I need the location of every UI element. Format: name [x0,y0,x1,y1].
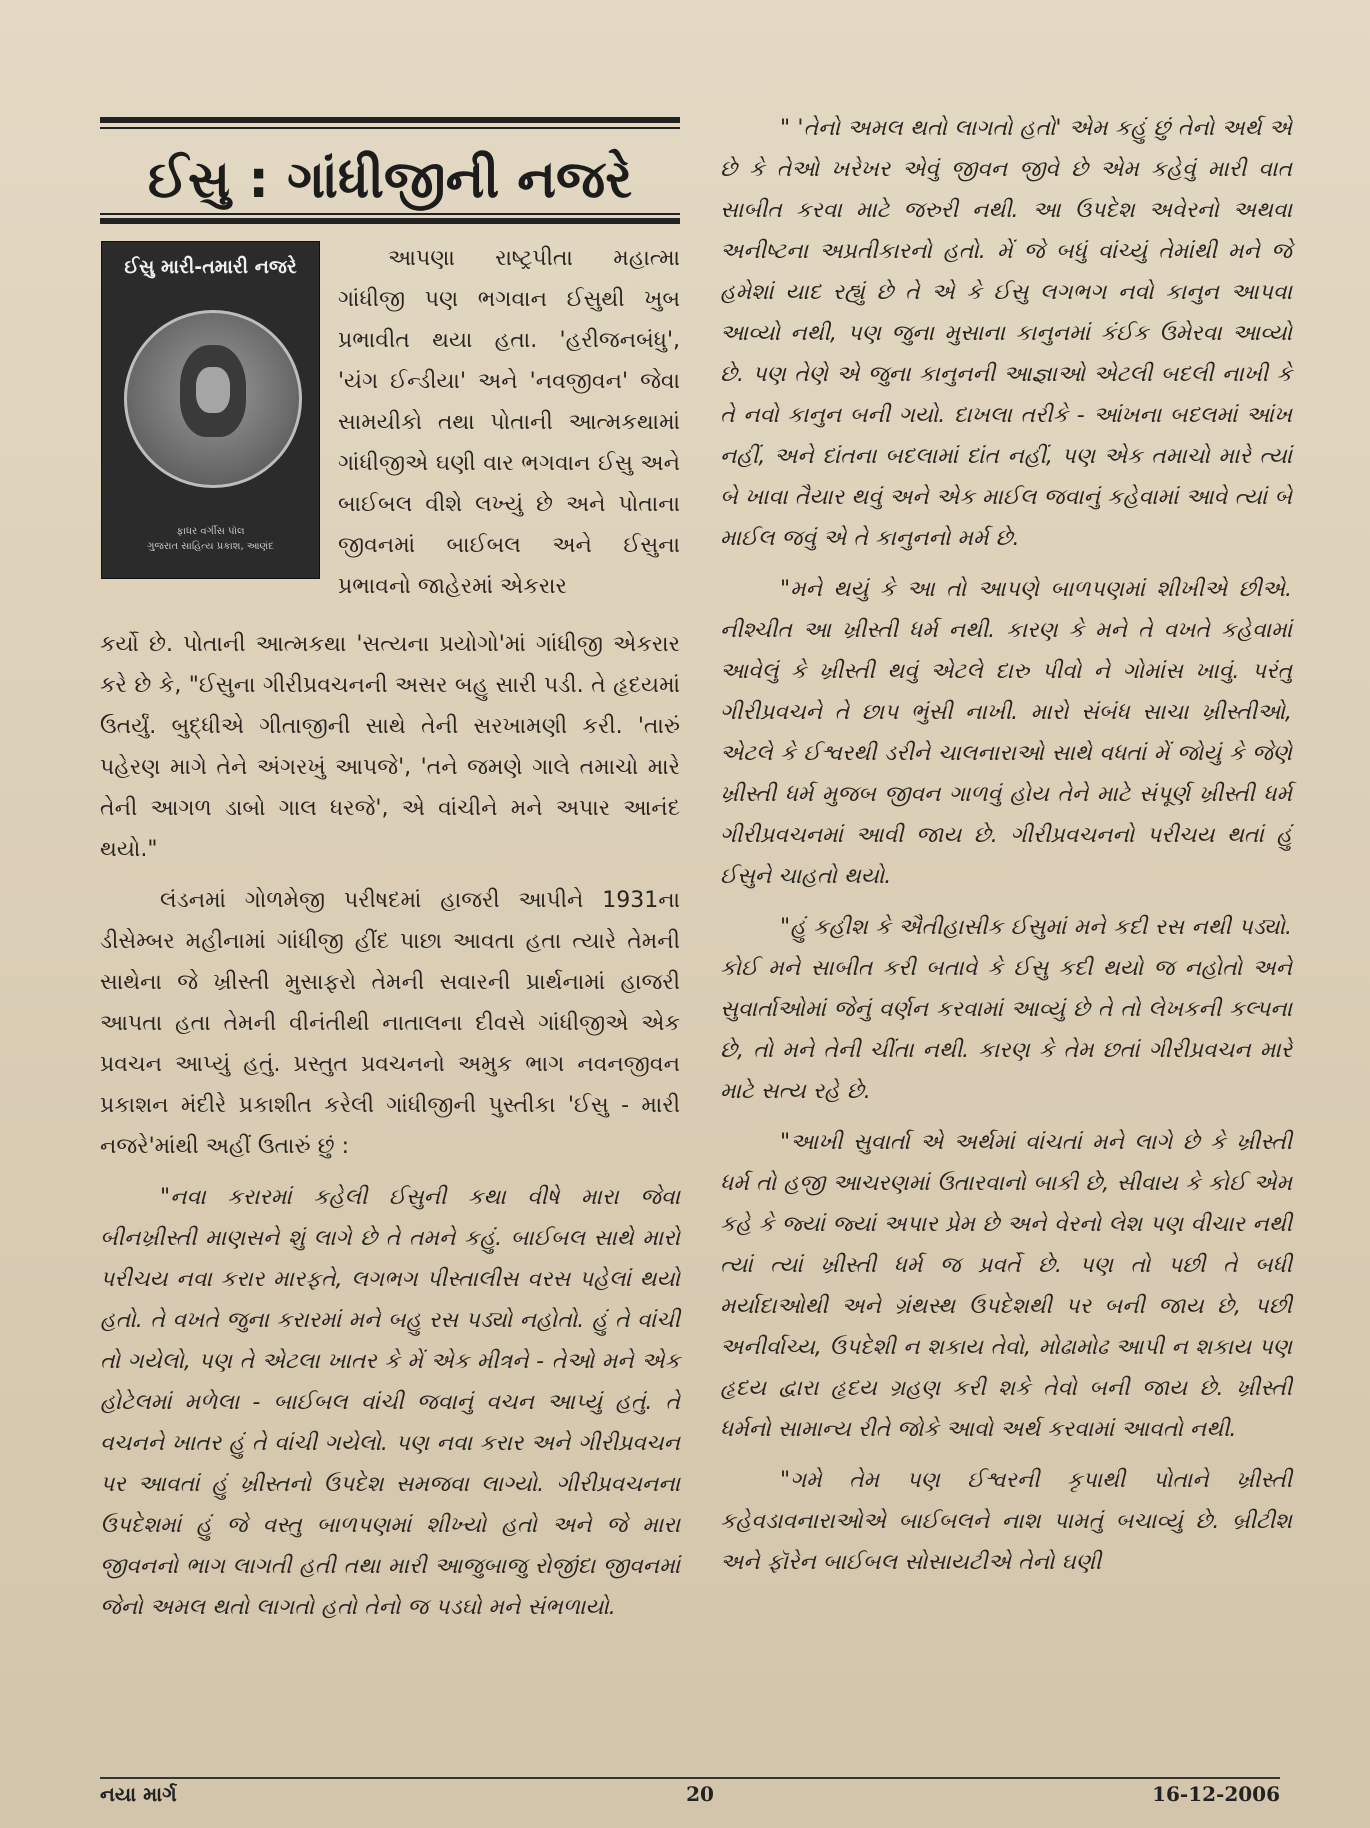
right-paragraph-4: "આખી સુવાર્તા એ અર્થમાં વાંચતાં મને લાગે છે કે ખ્રીસ્તી ધર્મ તો હજી આચરણમાં ઉતારવાનો બાકી છે, સીવાય કે કોઈ એમ કહે કે જ્યાં જ્યાં અપાર પ્રેમ છે અને વેરનો લેશ પણ વીચાર નથી ત્યાં ત્યાં ખ્રીસ્તી ધર્મ જ પ્રવર્તે છે. પણ તો પછી તે બધી મર્યાદાઓથી અને ગ્રંથસ્થ ઉપદેશથી પર બની જાય છે, પછી અનીર્વાચ્ય, ઉપદેશી ન શકાય તેવો, મોઢામોઢ આપી ન શકાય પણ હૃદય દ્વારા હૃદય ગ્રહણ કરી શકે તેવો બની જાય છે. ખ્રીસ્તી ધર્મનો સામાન્ય રીતે જોકે આવો અર્થ કરવામાં આવતો નથી. [720,1130,1292,1442]
book-cover-image [101,241,320,579]
title-bottom-rule [100,218,680,224]
title-top-rule-thin [100,127,680,129]
portrait-medallion [124,310,302,488]
left-paragraph-2: લંડનમાં ગોળમેજી પરીષદમાં હાજરી આપીને 1931ના ડીસેમ્બર મહીનામાં ગાંધીજી હીંદ પાછા આવતા હતા ત્યારે તેમની સાથેના જે ખ્રીસ્તી મુસાફરો તેમની સવારની પ્રાર્થનામાં હાજરી આપતા હતા તેમની વીનંતીથી નાતાલના દીવસે ગાંધીજીએ એક પ્રવચન આપ્યું હતું. પ્રસ્તુત પ્રવચનનો અમુક ભાગ નવનજીવન પ્રકાશન મંદીરે પ્રકાશીત કરેલી ગાંધીજીની પુસ્તીકા 'ઈસુ - મારી નજરે'માંથી અહીં ઉતારું છું : [100,888,680,1159]
intro-continued: કર્યો છે. પોતાની આત્મકથા 'સત્યના પ્રયોગો'માં ગાંધીજી એકરાર કરે છે કે, "ઈસુના ગીરીપ્રવચનની અસર બહુ સારી પડી. તે હૃદયમાં ઉતર્યું. બુદ્ધીએ ગીતાજીની સાથે તેની સરખામણી કરી. 'તારું પહેરણ માગે તેને અંગરખું આપજે', 'તને જમણે ગાલે તમાચો મારે તેની આગળ ડાબો ગાલ ધરજે', એ વાંચીને મને અપાર આનંદ થયો." [100,632,680,862]
right-column-body [720,108,1292,1593]
footer-magazine-name: નયા માર્ગ [100,1782,177,1806]
portrait-hair [180,345,246,437]
title-top-rule [100,117,680,123]
right-paragraph-2: "મને થયું કે આ તો આપણે બાળપણમાં શીખીએ છીએ. નીશ્ચીત આ ખ્રીસ્તી ધર્મ નથી. કારણ કે મને તે વખતે કહેવામાં આવેલું કે ખ્રીસ્તી થવું એટલે દારુ પીવો ને ગોમાંસ ખાવું. પરંતુ ગીરીપ્રવચને તે છાપ ભુંસી નાખી. મારો સંબંધ સાચા ખ્રીસ્તીઓ, એટલે કે ઈશ્વરથી ડરીને ચાલનારાઓ સાથે વધતાં મેં જોયું કે જેણે ખ્રીસ્તી ધર્મ મુજબ જીવન ગાળવું હોય તેને માટે સંપૂર્ણ ખ્રીસ્તી ધર્મ ગીરીપ્રવચનમાં આવી જાય છે. ગીરીપ્રવચનનો પરીચય થતાં હું ઈસુને ચાહતો થયો. [720,577,1292,889]
footer-page-number: 20 [686,1782,714,1806]
intro-beside-image: આપણા રાષ્ટ્રપીતા મહાત્મા ગાંધીજી પણ ભગવાન ઈસુથી ખુબ પ્રભાવીત થયા હતા. 'હરીજનબંધુ', 'યંગ ઈન્ડીયા' અને 'નવજીવન' જેવા સામયીકો તથા પોતાની આત્મકથામાં ગાંધીજીએ ઘણી વાર ભગવાન ઈસુ અને બાઈબલ વીશે લખ્યું છે અને પોતાના જીવનમાં બાઈબલ અને ઈસુના પ્રભાવનો જાહેરમાં એકરાર [338,246,680,599]
right-paragraph-1: " 'તેનો અમલ થતો લાગતો હતો' એમ કહું છું તેનો અર્થ એ છે કે તેઓ ખરેખર એવું જીવન જીવે છે એમ કહેવું મારી વાત સાબીત કરવા માટે જરુરી નથી. આ ઉપદેશ અવેરનો અથવા અનીષ્ટના અપ્રતીકારનો હતો. મેં જે બધું વાંચ્યું તેમાંથી મને જે હમેશાં યાદ રહ્યું છે તે એ કે ઈસુ લગભગ નવો કાનુન આપવા આવ્યો નથી, પણ જુના મુસાના કાનુનમાં કંઈક ઉમેરવા આવ્યો છે. પણ તેણે એ જુના કાનુનની આજ્ઞાઓ એટલી બદલી નાખી કે તે નવો કાનુન બની ગયો. દાખલા તરીકે - આંખના બદલમાં આંખ નહીં, અને દાંતના બદલામાં દાંત નહીં, પણ એક તમાચો મારે ત્યાં બે ખાવા તૈયાર થવું અને એક માઈલ જવાનું કહેવામાં આવે ત્યાં બે માઈલ જવું એ તે કાનુનનો મર્મ છે. [720,116,1292,551]
right-paragraph-5: "ગમે તેમ પણ ઈશ્વરની કૃપાથી પોતાને ખ્રીસ્તી કહેવડાવનારાઓએ બાઈબલને નાશ પામતું બચાવ્યું છે. બ્રીટીશ અને ફૉરેન બાઈબલ સોસાયટીએ તેનો ઘણી [720,1468,1292,1575]
right-paragraph-3: "હું કહીશ કે ઐતીહાસીક ઈસુમાં મને કદી રસ નથી પડ્યો. કોઈ મને સાબીત કરી બતાવે કે ઈસુ કદી થયો જ નહોતો અને સુવાર્તાઓમાં જેનું વર્ણન કરવામાં આવ્યું છે તે તો લેખકની કલ્પના છે, તો મને તેની ચીંતા નથી. કારણ કે તેમ છતાં ગીરીપ્રવચન મારે માટે સત્ય રહે છે. [720,915,1292,1104]
left-paragraph-3: "નવા કરારમાં કહેલી ઈસુની કથા વીષે મારા જેવા બીનખ્રીસ્તી માણસને શું લાગે છે તે તમને કહું. બાઈબલ સાથે મારો પરીચય નવા કરાર મારફતે, લગભગ પીસ્તાલીસ વરસ પહેલાં થયો હતો. તે વખતે જુના કરારમાં મને બહુ રસ પડ્યો નહોતો. હું તે વાંચી તો ગયેલો, પણ તે એટલા ખાતર કે મેં એક મીત્રને - તેઓ મને એક હોટેલમાં મળેલા - બાઈબલ વાંચી જવાનું વચન આપ્યું હતું. તે વચનને ખાતર હું તે વાંચી ગયેલો. પણ નવા કરાર અને ગીરીપ્રવચન પર આવતાં હું ખ્રીસ્તનો ઉપદેશ સમજવા લાગ્યો. ગીરીપ્રવચનના ઉપદેશમાં હું જે વસ્તુ બાળપણમાં શીખ્યો હતો અને જે મારા જીવનનો ભાગ લાગતી હતી તથા મારી આજુબાજુ રોજીંદા જીવનમાં જેનો અમલ થતો લાગતો હતો તેનો જ પડઘો મને સંભળાયો. [100,1185,680,1620]
book-cover-author-line2: ગુજરાત સાહિત્ય પ્રકાશ, આણંદ [147,541,274,552]
footer-date: 16-12-2006 [1152,1782,1280,1806]
left-column-body [100,624,680,1638]
title-bottom-rule-thin [100,213,680,215]
article-title: ઈસુ : ગાંધીજીની નજરે [147,150,633,210]
book-cover-author-line1: ફાધર વર્ગીસ પૉલ [176,526,245,537]
footer-rule [100,1777,1280,1779]
book-cover-author [102,524,319,554]
portrait-face [196,367,230,413]
book-cover-title: ઈસુ મારી-તમારી નજરે [124,256,297,278]
